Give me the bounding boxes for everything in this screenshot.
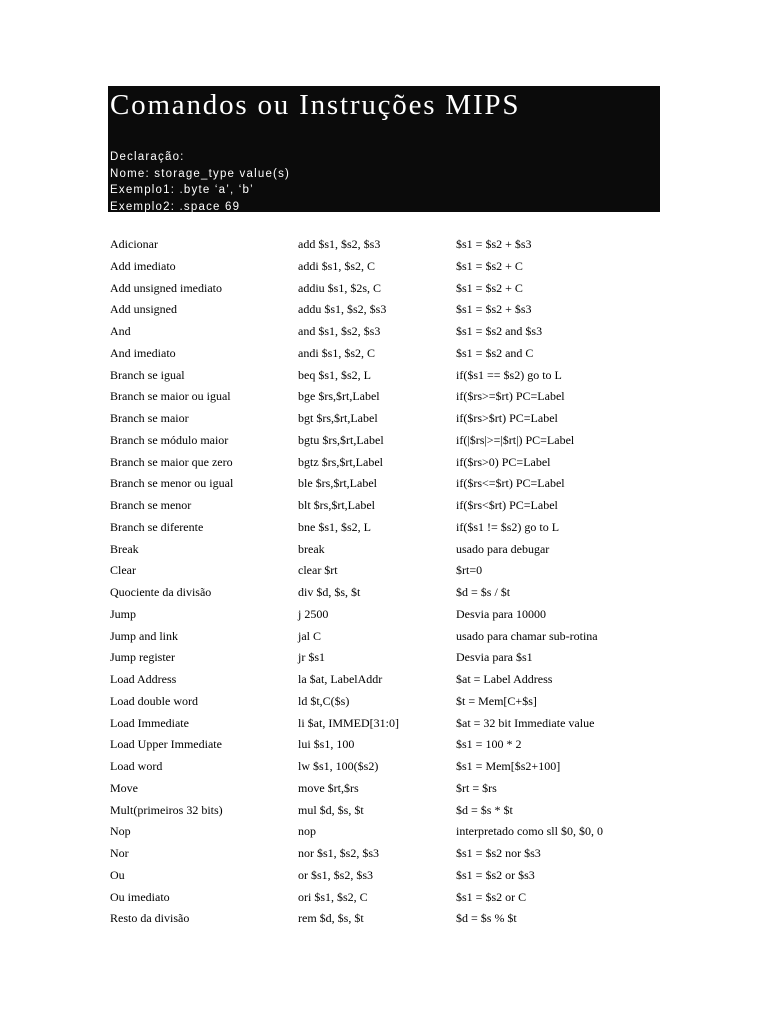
command-row xyxy=(110,343,670,365)
command-row xyxy=(110,887,670,909)
command-syntax: addu $s1, $s2, $s3 xyxy=(298,302,387,317)
command-syntax: or $s1, $s2, $s3 xyxy=(298,867,374,882)
command-name: Branch se menor ou igual xyxy=(110,476,234,491)
declaration-heading: Declaração: xyxy=(110,151,185,163)
command-row xyxy=(110,908,670,930)
command-row xyxy=(110,713,670,735)
command-syntax: nor $s1, $s2, $s3 xyxy=(298,846,380,860)
command-table xyxy=(110,234,670,930)
command-syntax: lui $s1, 100 xyxy=(298,737,355,752)
command-row xyxy=(110,604,670,626)
command-syntax: j 2500 xyxy=(298,606,329,621)
command-syntax: la $at, LabelAddr xyxy=(298,672,383,686)
command-name: Nor xyxy=(110,846,129,860)
command-name: Break xyxy=(110,541,139,556)
command-row xyxy=(110,843,670,865)
command-row xyxy=(110,800,670,822)
command-row xyxy=(110,430,670,452)
command-name: Load Upper Immediate xyxy=(110,737,222,752)
command-row xyxy=(110,321,670,343)
command-meaning: $rt = $rs xyxy=(456,780,497,795)
command-syntax: addiu $s1, $2s, C xyxy=(298,280,382,295)
command-row xyxy=(110,539,670,561)
command-meaning: $s1 = $s2 + $s3 xyxy=(456,302,532,317)
command-name: Jump register xyxy=(110,650,175,665)
command-name: Load double word xyxy=(110,693,198,708)
command-syntax: beq $s1, $s2, L xyxy=(298,367,371,382)
command-meaning: usado para chamar sub-rotina xyxy=(456,628,598,643)
command-meaning: $d = $s / $t xyxy=(456,585,511,599)
command-row xyxy=(110,756,670,778)
command-syntax: and $s1, $s2, $s3 xyxy=(298,324,381,338)
title-banner xyxy=(108,86,660,212)
page-title: Comandos ou Instruções MIPS xyxy=(110,89,521,121)
command-meaning: $s1 = $s2 or $s3 xyxy=(456,867,535,882)
command-syntax: clear $rt xyxy=(298,563,338,578)
command-name: And imediato xyxy=(110,345,176,360)
command-row xyxy=(110,452,670,474)
command-row xyxy=(110,691,670,713)
command-syntax: ble $rs,$rt,Label xyxy=(298,476,377,491)
command-meaning: if($rs>$rt) PC=Label xyxy=(456,411,558,425)
command-name: Ou imediato xyxy=(110,889,170,904)
command-row xyxy=(110,865,670,887)
declaration-line: Exemplo2: .space 69 xyxy=(110,200,241,213)
command-name: Jump xyxy=(110,606,137,621)
declaration-line: Nome: storage_type value(s) xyxy=(110,167,291,180)
command-name: Branch se menor xyxy=(110,498,192,512)
command-row xyxy=(110,626,670,648)
command-row xyxy=(110,669,670,691)
command-syntax: blt $rs,$rt,Label xyxy=(298,498,375,512)
command-meaning: if($rs<$rt) PC=Label xyxy=(456,498,558,512)
command-row xyxy=(110,517,670,539)
command-row xyxy=(110,473,670,495)
command-name: Load Immediate xyxy=(110,715,189,730)
command-row xyxy=(110,234,670,256)
command-syntax: break xyxy=(298,541,325,556)
command-name: Add unsigned xyxy=(110,302,177,317)
command-meaning: $at = Label Address xyxy=(456,672,553,686)
command-meaning: if($s1 != $s2) go to L xyxy=(456,519,560,534)
command-meaning: interpretado como sll $0, $0, 0 xyxy=(456,824,603,839)
command-syntax: add $s1, $s2, $s3 xyxy=(298,237,381,251)
command-name: Load word xyxy=(110,759,163,773)
command-row xyxy=(110,365,670,387)
command-syntax: mul $d, $s, $t xyxy=(298,802,364,817)
command-syntax: nop xyxy=(298,824,316,839)
command-row xyxy=(110,299,670,321)
command-row xyxy=(110,734,670,756)
command-syntax: addi $s1, $s2, C xyxy=(298,258,376,273)
command-meaning: $s1 = $s2 nor $s3 xyxy=(456,846,541,860)
command-name: Add unsigned imediato xyxy=(110,280,222,295)
command-name: Branch se maior ou igual xyxy=(110,389,231,404)
command-name: Move xyxy=(110,780,138,795)
command-meaning: Desvia para $s1 xyxy=(456,650,533,665)
command-name: And xyxy=(110,324,131,338)
command-name: Branch se igual xyxy=(110,367,185,382)
command-syntax: bgtz $rs,$rt,Label xyxy=(298,454,383,469)
command-syntax: li $at, IMMED[31:0] xyxy=(298,715,399,730)
command-meaning: $t = Mem[C+$s] xyxy=(456,693,537,708)
command-name: Quociente da divisão xyxy=(110,585,212,599)
command-syntax: ori $s1, $s2, C xyxy=(298,889,368,904)
command-syntax: andi $s1, $s2, C xyxy=(298,345,376,360)
command-syntax: ld $t,C($s) xyxy=(298,693,350,708)
command-meaning: $s1 = $s2 + $s3 xyxy=(456,237,532,251)
command-name: Branch se maior xyxy=(110,411,189,425)
command-syntax: jr $s1 xyxy=(298,650,325,665)
command-row xyxy=(110,582,670,604)
command-row xyxy=(110,778,670,800)
command-name: Load Address xyxy=(110,672,177,686)
command-row xyxy=(110,495,670,517)
command-meaning: $at = 32 bit Immediate value xyxy=(456,715,595,730)
command-meaning: Desvia para 10000 xyxy=(456,606,546,621)
command-meaning: $s1 = 100 * 2 xyxy=(456,737,522,752)
command-meaning: usado para debugar xyxy=(456,541,550,556)
command-syntax: bgtu $rs,$rt,Label xyxy=(298,432,384,447)
command-syntax: div $d, $s, $t xyxy=(298,585,361,599)
command-name: Clear xyxy=(110,563,136,578)
command-name: Branch se maior que zero xyxy=(110,454,233,469)
command-row xyxy=(110,256,670,278)
command-meaning: $s1 = $s2 and C xyxy=(456,345,534,360)
command-meaning: $s1 = $s2 + C xyxy=(456,258,523,273)
command-meaning: if($s1 == $s2) go to L xyxy=(456,367,562,382)
command-syntax: rem $d, $s, $t xyxy=(298,911,364,926)
command-syntax: jal C xyxy=(298,628,321,643)
command-syntax: bgt $rs,$rt,Label xyxy=(298,411,378,425)
command-name: Mult(primeiros 32 bits) xyxy=(110,802,223,817)
command-row xyxy=(110,560,670,582)
command-meaning: if($rs>=$rt) PC=Label xyxy=(456,389,565,404)
command-name: Branch se diferente xyxy=(110,519,204,534)
command-syntax: bge $rs,$rt,Label xyxy=(298,389,380,404)
command-meaning: if(|$rs|>=|$rt|) PC=Label xyxy=(456,432,575,447)
command-row xyxy=(110,386,670,408)
command-row xyxy=(110,408,670,430)
command-meaning: $s1 = $s2 + C xyxy=(456,280,523,295)
command-syntax: lw $s1, 100($s2) xyxy=(298,759,379,773)
command-name: Resto da divisão xyxy=(110,911,190,926)
command-row xyxy=(110,647,670,669)
command-syntax: move $rt,$rs xyxy=(298,780,359,795)
command-meaning: $d = $s * $t xyxy=(456,802,513,817)
command-row xyxy=(110,278,670,300)
declaration-line: Exemplo1: .byte ‘a’, ‘b’ xyxy=(110,184,254,196)
command-meaning: $d = $s % $t xyxy=(456,911,517,926)
command-meaning: if($rs<=$rt) PC=Label xyxy=(456,476,565,491)
command-name: Add imediato xyxy=(110,258,176,273)
command-name: Nop xyxy=(110,824,131,839)
command-name: Adicionar xyxy=(110,237,158,251)
command-meaning: $s1 = $s2 and $s3 xyxy=(456,324,543,338)
command-meaning: if($rs>0) PC=Label xyxy=(456,454,551,469)
command-name: Jump and link xyxy=(110,628,178,643)
command-syntax: bne $s1, $s2, L xyxy=(298,519,371,534)
command-meaning: $s1 = $s2 or C xyxy=(456,889,527,904)
command-name: Ou xyxy=(110,867,125,882)
command-row xyxy=(110,821,670,843)
command-meaning: $rt=0 xyxy=(456,563,483,578)
declaration-block xyxy=(110,149,660,215)
command-name: Branch se módulo maior xyxy=(110,432,229,447)
command-meaning: $s1 = Mem[$s2+100] xyxy=(456,759,561,773)
